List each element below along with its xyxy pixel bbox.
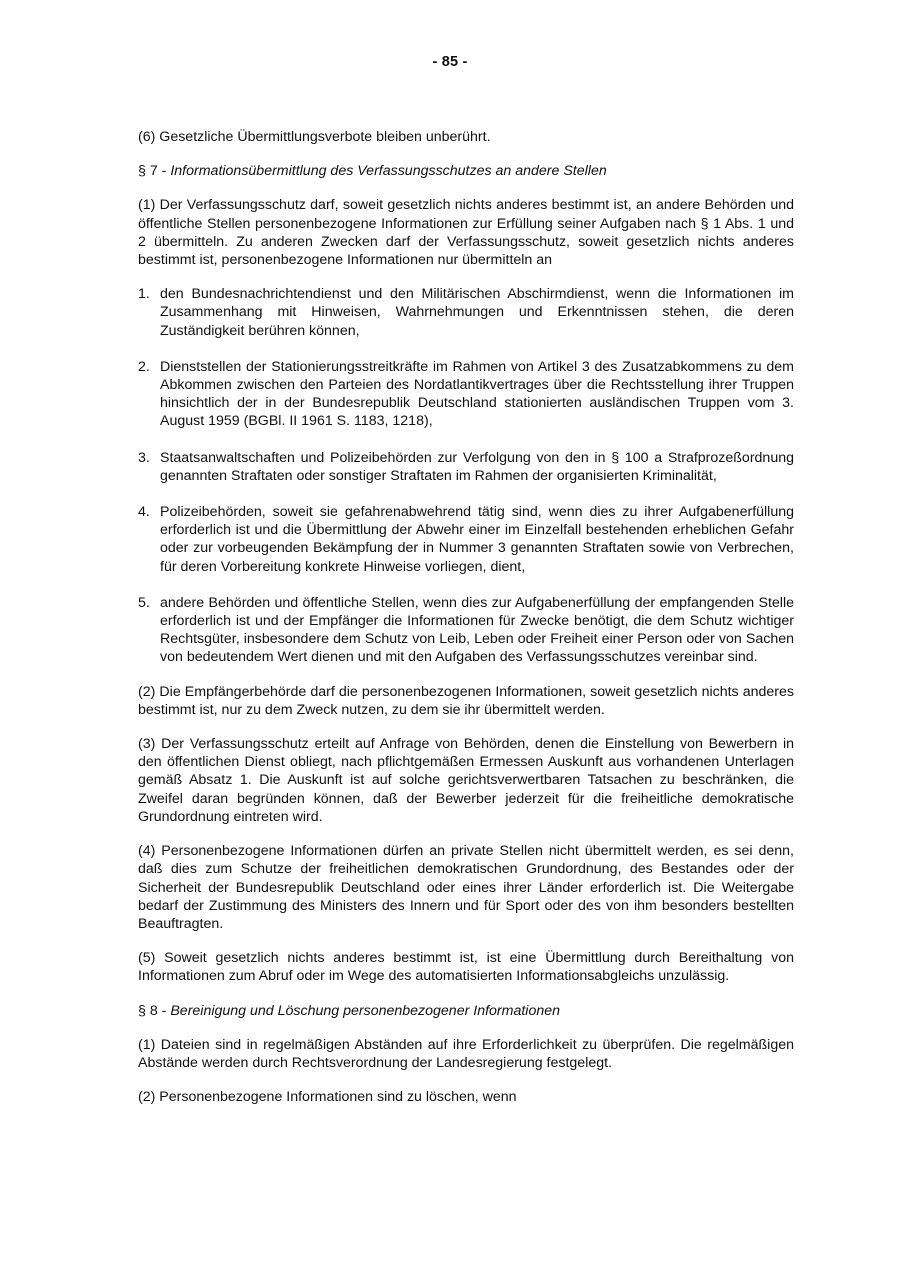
section-7-paragraph-1: (1) Der Verfassungsschutz darf, soweit gesetzlich nichts anderes bestimmt ist, an andere Behörden und öffentliche Stellen personenbezogene Informationen zur Erfüllung seiner Aufgaben nach § 1 Abs. 1 und 2 übermitteln. Zu anderen Zwecken darf der Verfassungsschutz, soweit gesetzlich nichts anderes bestimmt ist, personenbezogene Informationen nur übermitteln an: [138, 197, 794, 269]
section-7-paragraph-3: (3) Der Verfassungsschutz erteilt auf Anfrage von Behörden, denen die Einstellung von Bewerbern in den öffentlichen Dienst obliegt, nach pflichtgemäßen Ermessen Auskunft aus vorhandenen Unterlagen gemäß Absatz 1. Die Auskunft ist auf solche gerichtsverwertbaren Tatsachen zu beschränken, die Zweifel daran begründen können, daß der Bewerber jederzeit für die freiheitliche demokratische Grundordnung eintreten wird.: [138, 736, 794, 825]
section-8-paragraph-1: (1) Dateien sind in regelmäßigen Abständen auf ihre Erforderlichkeit zu überprüfen. Die regelmäßigen Abstände werden durch Rechtsverordnung der Landesregierung festgelegt.: [138, 1036, 794, 1071]
list-item: [138, 594, 794, 667]
list-item-number: 2.: [138, 358, 150, 375]
list-item-text: Polizeibehörden, soweit sie gefahrenabwehrend tätig sind, wenn dies zu ihrer Aufgabenerfüllung erforderlich ist und die Übermittlung der Abwehr einer im Einzelfall bestehenden erheblichen Gefahr oder zur vorbeugenden Bekämpfung der in Nummer 3 genannten Straftaten sowie von Verbrechen, für deren Vorbereitung konkrete Hinweise vorliegen, dient,: [160, 504, 794, 575]
section-8-number: § 8 -: [138, 1002, 171, 1019]
paragraph-6: (6) Gesetzliche Übermittlungsverbote bleiben unberührt.: [138, 129, 491, 145]
list-item-text: den Bundesnachrichtendienst und den Militärischen Abschirmdienst, wenn die Informationen im Zusammenhang mit Hinweisen, Wahrnehmungen und Erkenntnissen stehen, die deren Zuständigkeit berühren können,: [160, 286, 794, 339]
section-7-paragraph-5: (5) Soweit gesetzlich nichts anderes bestimmt ist, ist eine Übermittlung durch Bereithaltung von Informationen zum Abruf oder im Wege des automatisierten Informationsabgleichs unzulässig.: [138, 950, 794, 985]
list-item: [138, 285, 794, 340]
list-item-text: Staatsanwaltschaften und Polizeibehörden zur Verfolgung von den in § 100 a Strafprozeßordnung genannten Straftaten oder sonstiger Straftaten im Rahmen der organisierten Kriminalität,: [160, 449, 794, 484]
page-number: - 85 -: [432, 54, 468, 70]
list-item: [138, 358, 794, 431]
list-item-text: andere Behörden und öffentliche Stellen, wenn dies zur Aufgabenerfüllung der empfangenden Stelle erforderlich ist und der Empfänger die Informationen für Zwecke benötigt, die dem Schutz wichtiger Rechtsgüter, insbesondere dem Schutz von Leib, Leben oder Freiheit einer Person oder von Sachen von bedeutendem Wert dienen und mit den Aufgaben des Verfassungsschutzes vereinbar sind.: [160, 594, 794, 666]
list-item: [138, 503, 794, 576]
section-7-paragraph-4: (4) Personenbezogene Informationen dürfen an private Stellen nicht übermittelt werden, es sei denn, daß dies zum Schutze der freiheitlichen demokratischen Grundordnung, des Bestandes oder der Sicherheit der Bundesrepublik Deutschland oder eines ihrer Länder erforderlich ist. Die Weitergabe bedarf der Zustimmung des Ministers des Innern und für Sport oder des von ihm besonders bestellten Beauftragten.: [138, 843, 794, 932]
section-7-title: Informationsübermittlung des Verfassungsschutzes an andere Stellen: [170, 163, 607, 180]
section-7-number: § 7 -: [138, 163, 171, 180]
list-item-text: Dienststellen der Stationierungsstreitkräfte im Rahmen von Artikel 3 des Zusatzabkommens zu dem Abkommen zwischen den Parteien des Nordatlantikvertrages über die Rechtsstellung ihrer Truppen hinsichtlich der in der Bundesrepublik Deutschland stationierten ausländischen Truppen vom 3. August 1959 (BGBl. II 1961 S. 1183, 1218),: [160, 358, 794, 430]
list-item-number: 5.: [138, 594, 150, 611]
list-item-number: 3.: [138, 449, 150, 466]
list-item: [138, 449, 794, 485]
list-item-number: 4.: [138, 504, 150, 521]
section-8-paragraph-2: (2) Personenbezogene Informationen sind zu löschen, wenn: [138, 1089, 517, 1106]
section-8-title: Bereinigung und Löschung personenbezogener Informationen: [170, 1002, 561, 1019]
section-7-heading: [138, 162, 794, 180]
section-7-paragraph-2: (2) Die Empfängerbehörde darf die personenbezogenen Informationen, soweit gesetzlich nichts anderes bestimmt ist, nur zu dem Zweck nutzen, zu dem sie ihr übermittelt werden.: [138, 683, 794, 718]
section-8-heading: [138, 1002, 794, 1020]
list-item-number: 1.: [138, 286, 150, 303]
document-body: [138, 128, 794, 1122]
recipient-list: [138, 285, 794, 666]
